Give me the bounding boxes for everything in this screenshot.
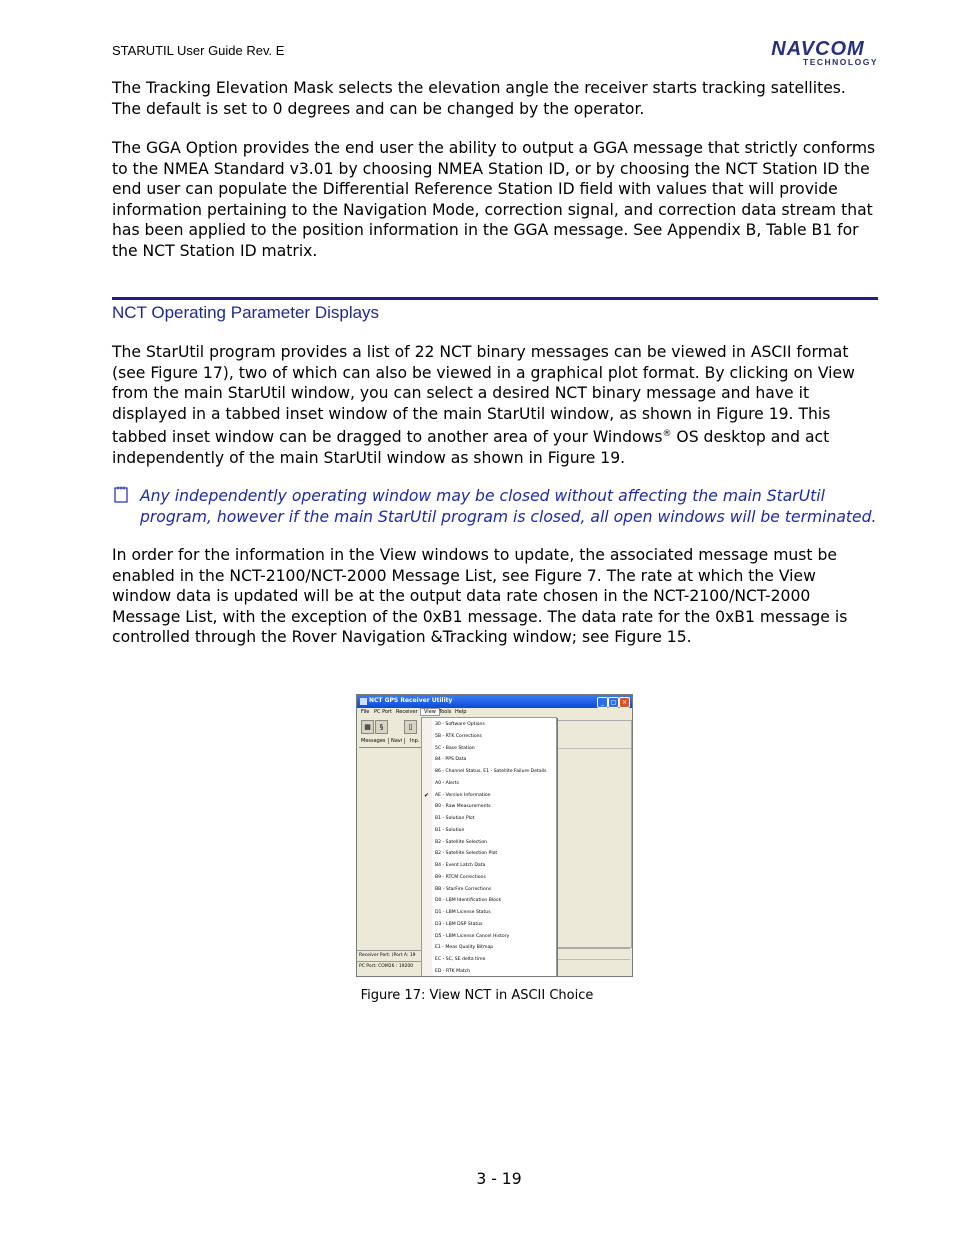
view-dropdown-menu <box>421 717 557 977</box>
view-menu-item[interactable]: B4 - Event Latch Data <box>435 863 486 868</box>
tab-strip <box>359 737 421 748</box>
document-title: STARUTIL User Guide Rev. E <box>112 43 285 58</box>
menu-tools[interactable]: Tools <box>439 709 452 715</box>
close-icon[interactable]: × <box>619 697 630 708</box>
notepad-icon <box>114 486 128 503</box>
page-number: 3 - 19 <box>476 1170 522 1188</box>
menu-file[interactable]: File <box>361 709 370 715</box>
toolbar <box>359 720 419 734</box>
window-title: NCT GPS Receiver Utility <box>369 697 453 704</box>
logo-sub-text: TECHNOLOGY <box>803 57 878 67</box>
view-menu-item[interactable]: B2 - Satellite Selection Plot <box>435 851 498 857</box>
document-icon[interactable]: ▯ <box>404 720 417 734</box>
status-receiver-port: Receiver Port: (Port A: 19 <box>357 950 421 960</box>
view-menu-item[interactable]: 5C - Base Station <box>435 745 475 751</box>
view-menu-item[interactable]: B0 - Raw Measurements <box>435 804 491 810</box>
p3-text-1: The StarUtil program provides a list of 22 NCT binary messages can be viewed in ASCII format (see Figure 17), two of which can also be viewed in a graphical plot format. By clicking on View from the main StarUtil window, you can select a desired NCT binary message and have it displayed in a tabbed inset window of the main StarUtil window, as shown in Figure 19. This tabbed inset window can be dragged to another area of your Windows <box>112 343 855 447</box>
paragraph-nct-messages <box>112 342 878 468</box>
menu-pc-port[interactable]: PC Port <box>374 709 393 715</box>
view-menu-item[interactable]: B1 - Solution <box>435 827 465 833</box>
view-menu-item[interactable]: B2 - Satellite Selection <box>435 839 488 845</box>
navcom-logo <box>758 40 878 67</box>
view-menu-item[interactable]: ED - RTK Match <box>435 968 471 974</box>
figure-caption: Figure 17: View NCT in ASCII Choice <box>360 988 594 1003</box>
tab-messages[interactable]: Messages <box>361 738 389 744</box>
view-menu-item[interactable]: 30 - Software Options <box>435 722 485 727</box>
connect-icon[interactable]: § <box>375 720 388 734</box>
view-menu-item[interactable]: AE - Version Information <box>435 792 491 798</box>
menu-bar <box>357 708 632 717</box>
logo-main-text: NAVCOM <box>771 38 865 60</box>
paragraph-elevation-mask: The Tracking Elevation Mask selects the elevation angle the receiver starts tracking satellites. The default is set to 0 degrees and can be changed by the operator. <box>112 79 846 118</box>
maximize-icon[interactable]: □ <box>608 697 619 708</box>
view-menu-item[interactable]: 84 - PPS Data <box>435 757 467 763</box>
right-status-area <box>556 948 630 971</box>
menu-help[interactable]: Help <box>455 709 467 715</box>
section-heading: NCT Operating Parameter Displays <box>112 303 380 322</box>
view-menu-item[interactable]: D3 - LBM DSP Status <box>435 921 483 927</box>
app-icon <box>360 698 367 705</box>
p3-text-2: OS desktop and act independently of the main StarUtil window as shown in Figure 19. <box>112 428 830 467</box>
paragraph-gga-option: The GGA Option provides the end user the ability to output a GGA message that strictly conforms to the NMEA Standard v3.01 by choosing NMEA Station ID, or by choosing the NCT Station ID the end user can populate the Differential Reference Station ID field with values that will provide information pertaining to the Navigation Mode, correction signal, and correction data stream that has been applied to the position information in the GGA message. See Appendix B, Table B1 for the NCT Station ID matrix. <box>112 139 876 260</box>
section-rule <box>112 297 878 300</box>
minimize-icon[interactable]: _ <box>597 697 608 708</box>
view-menu-item[interactable]: EC - SC, SE delta time <box>435 957 486 962</box>
status-pc-port: PC Port: COM26 : 19200 <box>357 961 421 971</box>
grid-icon[interactable]: ▦ <box>361 720 374 734</box>
view-menu-item[interactable]: B1 - Solution Plot <box>435 816 475 821</box>
paragraph-view-windows: In order for the information in the View windows to update, the associated message must be enabled in the NCT-2100/NCT-2000 Message List, see Figure 7. The rate at which the View window data is updated will be at the output data rate chosen in the NCT-2100/NCT-2000 Message List, with the exception of the 0xB1 message. The data rate for the 0xB1 message is controlled through the Rover Navigation &Tracking window; see Figure 15. <box>112 546 848 646</box>
registered-mark: ® <box>662 429 672 439</box>
view-menu-item[interactable]: B9 - RTCM Corrections <box>435 874 486 880</box>
view-menu-item[interactable]: D5 - LBM License Cancel History <box>435 933 510 939</box>
window-titlebar[interactable] <box>357 695 632 708</box>
right-workspace <box>556 720 632 948</box>
view-menu-item[interactable]: BB - StarFire Corrections <box>435 886 492 892</box>
view-menu-item[interactable]: 86 - Channel Status, E1 - Satellite Failure Details <box>435 769 547 774</box>
view-menu-item[interactable]: A0 - Alerts <box>435 780 459 786</box>
menu-receiver[interactable]: Receiver <box>396 709 418 715</box>
view-menu-item[interactable]: D0 - LBM Identification Block <box>435 898 502 904</box>
tab-inp[interactable]: Inp. <box>410 738 422 744</box>
tab-navi[interactable]: Navi <box>391 738 405 744</box>
view-menu-item[interactable]: 5B - RTK Corrections <box>435 733 482 739</box>
view-menu-item[interactable]: D1 - LBM License Status <box>435 910 491 915</box>
checkmark-icon: ✔ <box>424 791 430 799</box>
menu-view[interactable]: View <box>420 708 440 716</box>
menu-gutter <box>422 718 432 977</box>
figure-screenshot <box>356 694 633 977</box>
note-text: Any independently operating window may be closed without affecting the main StarUtil program, however if the main StarUtil program is closed, all open windows will be terminated. <box>140 487 877 526</box>
view-menu-item[interactable]: E1 - Meas Quality Bitmap <box>435 945 494 951</box>
messages-panel <box>359 748 422 948</box>
